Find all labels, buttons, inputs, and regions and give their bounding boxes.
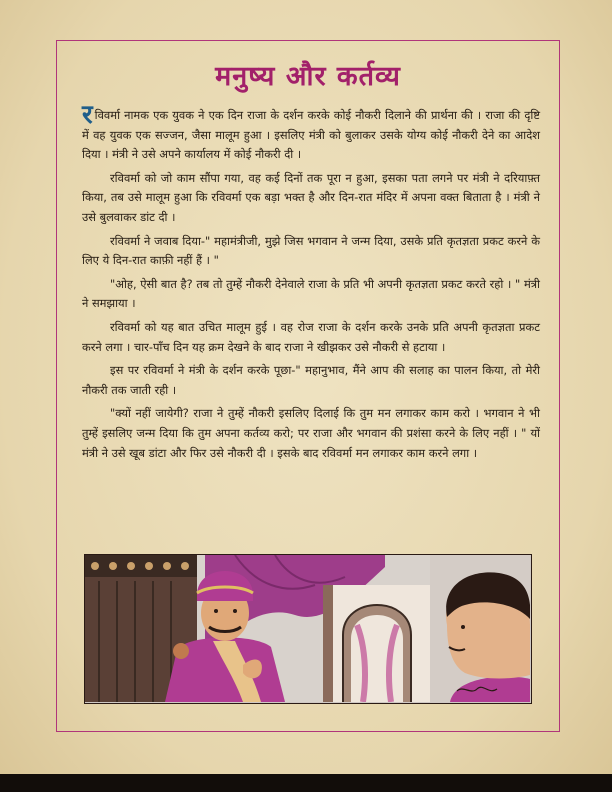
paragraph-3: रविवर्मा ने जवाब दिया-" महामंत्रीजी, मुझे जिस भगवान ने जन्म दिया, उसके प्रति कृतज्ञता प्रकट करने के लिए ये दिन-रात काफ़ी नहीं हैं । " (82, 233, 540, 268)
story-title: मनुष्य और कर्तव्य (215, 61, 401, 92)
paragraph-2: रविवर्मा को जो काम सौंपा गया, वह कई दिनों तक पूरा न हुआ, इसका पता लगने पर मंत्री ने दरियाफ़्त किया, तब उसे मालूम हुआ कि रविवर्मा एक बड़ा भक्त है और दिन-रात मंदिर में अपना वक्त बिताता है । मंत्री ने उसे बुलवाकर डांट दी । (82, 170, 540, 224)
paragraph-6: इस पर रविवर्मा ने मंत्री के दर्शन करके पूछा-" महानुभाव, मैंने आप की सलाह का पालन किया, तो मेरी नौकरी तक जाती रही । (82, 363, 540, 397)
scan-edge (0, 774, 612, 792)
paragraph-5: रविवर्मा को यह बात उचित मालूम हुई । वह रोज राजा के दर्शन करके उनके प्रति अपनी कृतज्ञता प्रकट करने लगा । चार-पाँच दिन यह क्रम देखने के बाद राजा ने खीझकर उसे नौकरी से हटाया । (82, 319, 540, 354)
story-illustration (84, 554, 532, 704)
paragraph-1 (82, 100, 540, 165)
illustration-scene (85, 555, 530, 702)
story-body (82, 100, 540, 467)
dropcap: र (82, 100, 93, 130)
paragraph-4: "ओह, ऐसी बात है? तब तो तुम्हें नौकरी देनेवाले राजा के प्रति भी अपनी कृतज्ञता प्रकट करते रहो । " मंत्री ने समझाया । (82, 276, 540, 311)
paragraph-7: "क्यों नहीं जायेगी? राजा ने तुम्हें नौकरी इसलिए दिलाई कि तुम मन लगाकर काम करो । भगवान ने भी तुम्हें इसलिए जन्म दिया कि तुम अपना कर्तव्य करो; पर राजा और भगवान की प्रशंसा करने के लिए नहीं । " यों मंत्री ने उसे खूब डांटा और फिर उसे नौकरी दी । इसके बाद रविवर्मा मन लगाकर काम करने लगा । (82, 406, 540, 460)
paragraph-1-text: विवर्मा नामक एक युवक ने एक दिन राजा के दर्शन करके कोई नौकरी दिलाने की प्रार्थना की । राजा की दृष्टि में वह युवक एक सज्जन, जैसा मालूम हुआ । इसलिए मंत्री को बुलाकर उसके योग्य कोई नौकरी देने का आदेश दिया । मंत्री ने उसे अपने कार्यालय में कोई नौकरी दी । (82, 108, 540, 162)
